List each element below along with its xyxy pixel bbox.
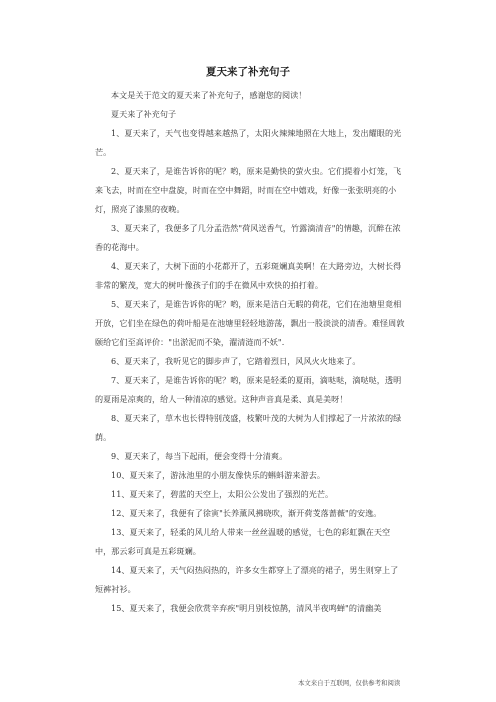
paragraph: 2、夏天来了，是谁告诉你的呢？哟，原来是勤快的萤火虫。它们提着小灯笼，飞来飞去，时而在空中盘旋，时而在空中舞蹈，时而在空中嬉戏，好像一张张明亮的小灯，照亮了漆黑的夜晚。: [95, 166, 402, 214]
paragraph: 14、夏天来了，天气闷热闷热的，许多女生都穿上了漂亮的裙子，男生则穿上了短裤衬衫。: [95, 565, 399, 594]
paragraph: 13、夏天来了，轻柔的风儿给人带来一丝丝温暖的感觉，七色的彩虹飘在天空中，那云彩可真是五彩斑斓。: [95, 527, 391, 556]
paragraph: 6、夏天来了，我听见它的脚步声了，它踏着烈日，风风火火地来了。: [111, 356, 361, 366]
paragraph: 5、夏天来了，是谁告诉你的呢？哟，原来是洁白无暇的荷花，它们在池塘里竟相开放，它们坐在绿色的荷叶船是在池塘里轻轻地游荡，飘出一股淡淡的清香。难怪周敦颐给它们至高评价："出淤泥而不染，濯清涟而不妖".: [95, 299, 405, 347]
intro-line: 本文是关于范文的夏天来了补充句子，感谢您的阅读！: [111, 90, 307, 100]
paragraph: 10、夏天来了，游泳池里的小朋友像快乐的蝌蚪游来游去。: [111, 470, 325, 480]
footer-note: 本文来自于互联网，仅供参考和阅读: [298, 679, 401, 687]
paragraph: 8、夏天来了，草木也长得特别茂盛，枝繁叶茂的大树为人们撑起了一片浓浓的绿荫。: [95, 413, 402, 442]
paragraph: 9、夏天来了，每当下起雨，便会变得十分清爽。: [111, 451, 288, 461]
document-body: [95, 86, 406, 618]
document-title: 夏天来了补充句子: [206, 66, 290, 78]
paragraph: 3、夏天来了，我便多了几分孟浩然"荷风送香气，竹露滴清音"的情趣，沉醉在浓香的花海中。: [95, 223, 401, 252]
paragraph: 12、夏天来了，我便有了徐寅"长养薰风拂晓吹，渐开荷芰落蔷薇"的安逸。: [111, 508, 382, 518]
paragraph: 1、夏天来了，天气也变得越来越热了，太阳火辣辣地照在大地上，发出耀眼的光芒。: [95, 128, 402, 157]
paragraph: 4、夏天来了，大树下面的小花都开了，五彩斑斓真美啊！在大路旁边，大树长得非常的繁茂，宽大的树叶像孩子们的手在微风中欢快的拍打着。: [95, 261, 402, 290]
paragraph: 11、夏天来了，碧蓝的天空上，太阳公公发出了强烈的光芒。: [111, 489, 334, 499]
subtitle-line: 夏天来了补充句子: [111, 109, 177, 119]
paragraph: 7、夏天来了，是谁告诉你的呢？哟，原来是轻柔的夏雨，滴哒哒，滴哒哒，透明的夏雨是凉爽的，给人一种清凉的感觉。这种声音真是柔、真是美呀！: [95, 375, 402, 404]
paragraph: 15、夏天来了，我便会欣赏辛弃疾"明月别枝惊鹊，清风半夜鸣蝉"的清幽美: [111, 603, 382, 613]
